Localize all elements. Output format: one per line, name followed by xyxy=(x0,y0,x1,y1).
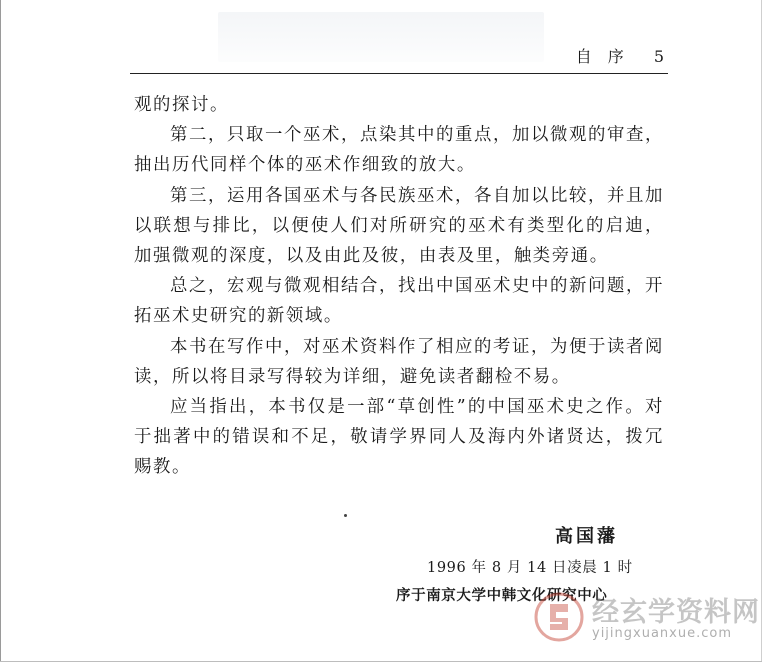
paragraph-writing-note: 本书在写作中，对巫术资料作了相应的考证，为便于读者阅读，所以将目录写得较为详细，避免读者翻检不易。 xyxy=(134,336,664,387)
body-text xyxy=(134,90,664,483)
paragraph-third-point: 第三，运用各国巫术与各民族巫术，各自加以比较，并且加以联想与排比，以便使人们对所研究的巫术有类型化的启迪，加强微观的深度，以及由此及彼，由表及里，触类旁通。 xyxy=(134,185,664,267)
header-rule xyxy=(130,73,668,74)
author-signature: 高国藩 xyxy=(555,526,618,547)
paragraph-continuation: 观的探讨。 xyxy=(134,95,229,115)
paragraph-summary: 总之，宏观与微观相结合，找出中国巫术史中的新问题，开拓巫术史研究的新领域。 xyxy=(134,276,664,327)
header-title-char-1: 自 xyxy=(575,47,594,66)
signature-place: 序于南京大学中韩文化研究中心 xyxy=(396,587,608,604)
running-header xyxy=(130,44,666,70)
header-title-char-2: 序 xyxy=(607,47,626,66)
paragraph-closing: 应当指出，本书仅是一部“草创性”的中国巫术史之作。对于拙著中的错误和不足，敬请学界同人及海内外诸贤达，拨冗赐教。 xyxy=(134,397,664,478)
site-url: yijingxuanxue.com xyxy=(592,626,732,641)
site-name: 经玄学资料网 xyxy=(592,597,760,628)
page-left-border xyxy=(0,0,1,662)
paragraph-second-point: 第二，只取一个巫术，点染其中的重点，加以微观的审查，抽出历代同样个体的巫术作细致的放大。 xyxy=(134,125,664,176)
stray-dot xyxy=(344,514,347,517)
logo-mark-icon xyxy=(534,592,584,642)
page-number: 5 xyxy=(653,47,666,66)
site-watermark-logo xyxy=(520,584,760,660)
signature-date: 1996 年 8 月 14 日凌晨 1 时 xyxy=(427,560,633,576)
